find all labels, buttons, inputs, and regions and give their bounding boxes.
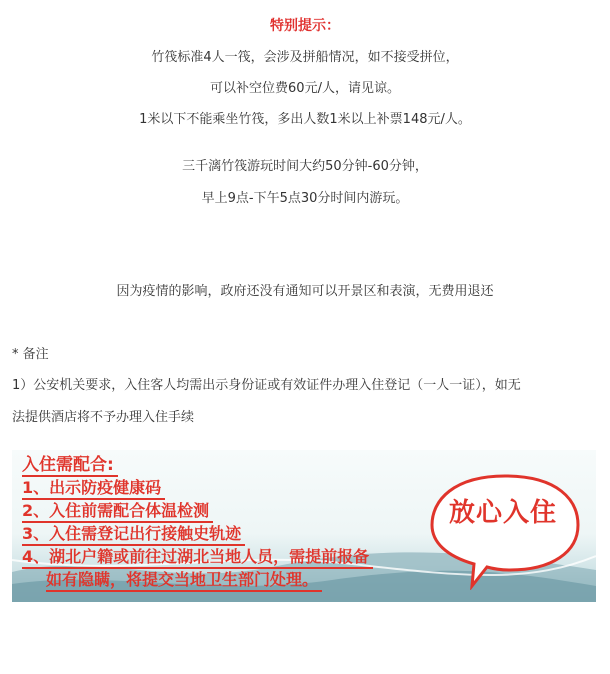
remarks-item-1-line-1: 1）公安机关要求，入住客人均需出示身份证或有效证件办理入住登记（一人一证），如无	[12, 378, 521, 393]
notice-title: 特别提示：	[270, 18, 340, 34]
speech-bubble-icon	[428, 470, 582, 590]
notice-line-3: 1米以下不能乘坐竹筏，多出人数1米以上补票148元/人。	[139, 112, 471, 127]
notice-line-2: 可以补空位费60元/人，请见谅。	[210, 81, 400, 96]
notice-line-6: 因为疫情的影响，政府还没有通知可以开景区和表演，无费用退还	[116, 284, 494, 299]
banner-item-4: 4、湖北户籍或前往过湖北当地人员，需提前报备	[22, 546, 462, 569]
remarks-item-1-line-2: 法提供酒店将不予办理入住手续	[12, 410, 195, 425]
banner-item-3: 3、入住需登记出行接触史轨迹	[22, 523, 462, 546]
notice-line-1: 竹筏标准4人一筏，会涉及拼船情况，如不接受拼位，	[151, 50, 459, 65]
banner-item-2: 2、入住前需配合体温检测	[22, 500, 462, 523]
banner-item-1: 1、出示防疫健康码	[22, 477, 462, 500]
banner-list	[22, 454, 462, 592]
banner-heading: 入住需配合:	[22, 454, 462, 477]
banner-item-4-continued: 如有隐瞒，将提交当地卫生部门处理。	[22, 569, 462, 592]
remarks-label: * 备注	[12, 347, 49, 362]
notice-line-5: 早上9点-下午5点30分时间内游玩。	[201, 191, 409, 206]
bubble-text: 放心入住	[448, 498, 557, 528]
notice-line-4: 三千漓竹筏游玩时间大约50分钟-60分钟，	[182, 159, 428, 174]
